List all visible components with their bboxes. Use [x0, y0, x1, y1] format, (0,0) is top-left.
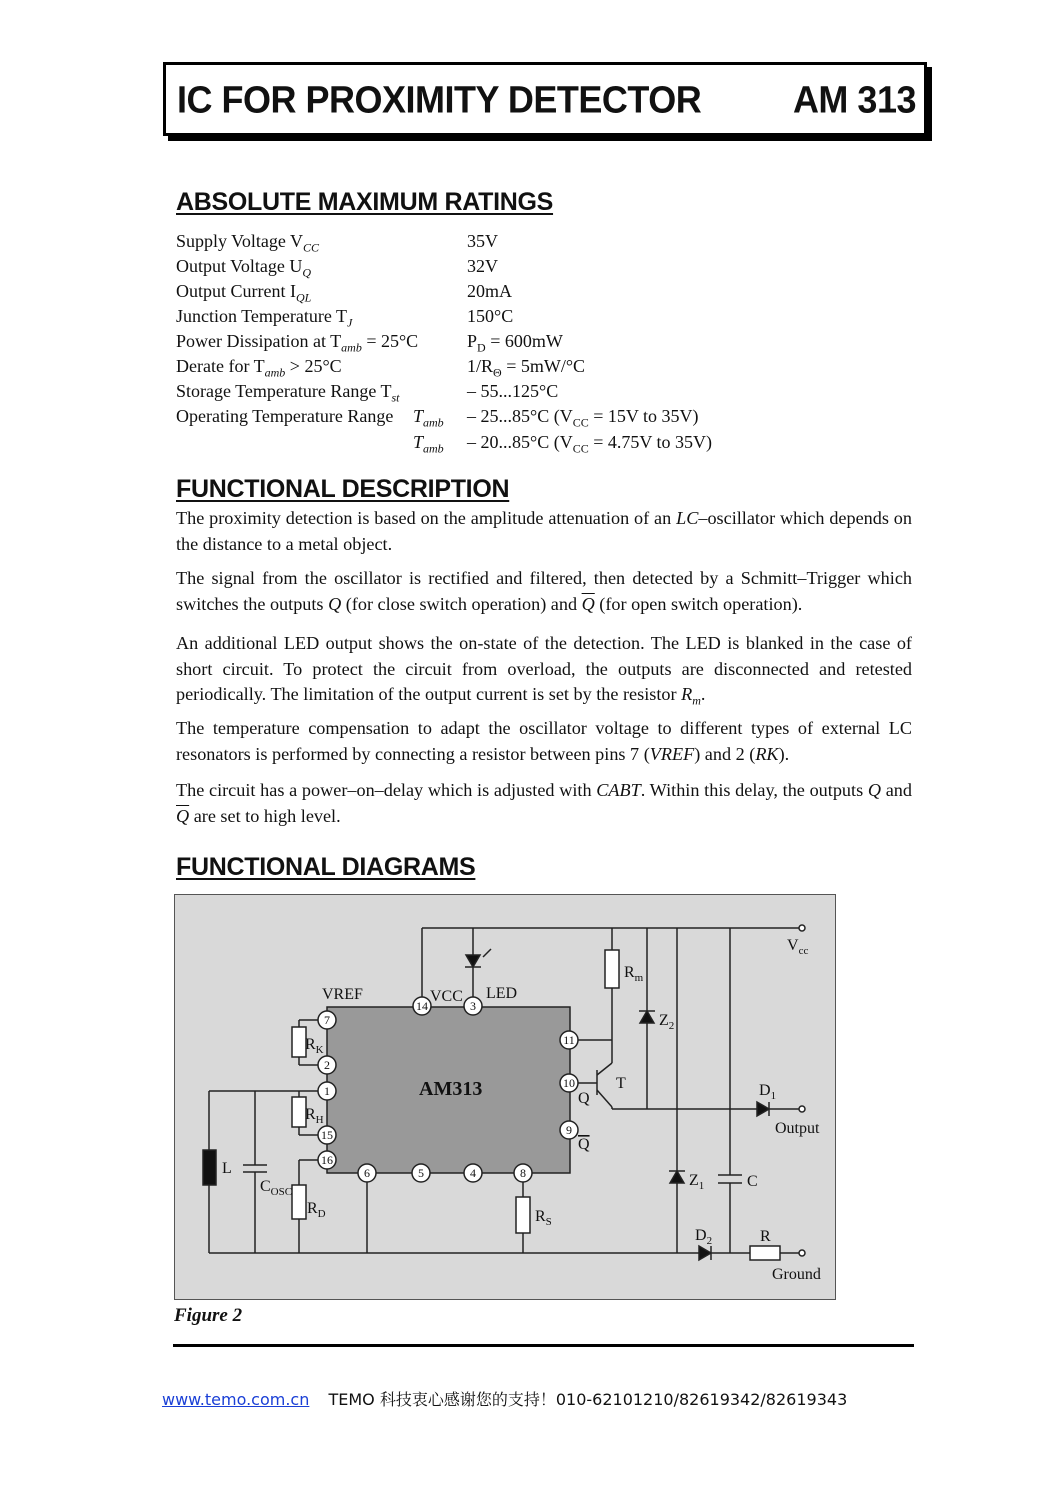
pin-number: 5	[418, 1166, 424, 1180]
rating-row	[176, 331, 736, 355]
paragraph-5: The circuit has a power–on–delay which is adjusted with CABT. Within this delay, the outputs Q and $\overline{Q}$ are set to high level.	[176, 780, 912, 826]
ratings-heading: ABSOLUTE MAXIMUM RATINGS	[176, 188, 554, 216]
rating-label: Supply Voltage $V_{CC}$	[176, 231, 320, 255]
vcc-pin-label: VCC	[430, 988, 463, 1005]
rating-row	[176, 281, 736, 305]
rating-label: Derate for $T_{amb} > 25^\circ C$	[176, 356, 342, 380]
part-number: AM 313	[792, 77, 916, 121]
rating-value: $1/R_\Theta = 5mW/^\circ C$	[467, 356, 586, 380]
pin-number: 11	[563, 1033, 575, 1047]
z1-diode	[670, 1171, 684, 1183]
d1-diode	[757, 1102, 769, 1116]
q-label: Q	[578, 1090, 590, 1107]
rating-label: Output Current $I_{QL}$	[176, 281, 312, 305]
output-label: Output	[775, 1120, 820, 1137]
z2-diode	[640, 1011, 654, 1023]
footer-rule	[173, 1344, 914, 1347]
transistor-label: T	[616, 1075, 626, 1092]
rating-label: Junction Temperature $T_J$	[176, 306, 353, 330]
led-icon	[466, 955, 480, 967]
website-link[interactable]: www.temo.com.cn	[162, 1390, 310, 1409]
pin-number: 15	[321, 1128, 333, 1142]
rating-value: 35V	[467, 231, 498, 251]
svg-text:Z1: $Z_1$	[689, 1172, 705, 1192]
rating-value: 20mA	[467, 281, 512, 301]
rating-value: 32V	[467, 256, 498, 276]
ground-terminal	[799, 1250, 805, 1256]
pin-number: 3	[470, 999, 476, 1013]
pin-number: 6	[364, 1166, 370, 1180]
rating-value: $P_D = 600mW$	[467, 331, 563, 355]
rh-resistor	[292, 1097, 306, 1127]
functional-heading: FUNCTIONAL DESCRIPTION	[176, 475, 510, 503]
ground-label: Ground	[772, 1266, 821, 1283]
svg-text:RK: $R_K$	[305, 1036, 324, 1056]
c-label: C	[747, 1173, 758, 1190]
svg-text:D1: $D_1$	[759, 1082, 777, 1102]
pin-number: 14	[416, 999, 428, 1013]
rd-resistor	[292, 1185, 306, 1219]
rating-row	[176, 432, 736, 456]
vcc-terminal	[799, 925, 805, 931]
paragraph-4: The temperature compensation to adapt the oscillator voltage to different types of external LC resonators is performed by connecting a resistor between pins 7 (VREF) and 2 (RK).	[176, 718, 912, 764]
rating-row	[176, 406, 736, 430]
led-label: LED	[486, 985, 518, 1002]
rating-label: Storage Temperature Range $T_{st}$	[176, 381, 400, 405]
rating-row	[176, 231, 736, 255]
rating-value: – 20...85°C ($V_{CC} = 4.75V$ to 35V)	[467, 432, 713, 456]
footer-text: TEMO 科技衷心感谢您的支持！010-62101210/82619342/82619343	[328, 1390, 848, 1409]
rating-row	[176, 306, 736, 330]
rating-value: – 25...85°C ($V_{CC} = 15V$ to 35V)	[467, 406, 699, 430]
pin-number: 9	[566, 1123, 572, 1137]
vcc-label: $V_{cc}$	[787, 937, 809, 957]
pin-number: 4	[470, 1166, 476, 1180]
pin-number: 1	[324, 1084, 330, 1098]
rating-row	[176, 356, 736, 380]
footer	[162, 1387, 847, 1410]
rating-row	[176, 256, 736, 280]
svg-text:L: L	[222, 1160, 232, 1177]
figure-caption: Figure 2	[174, 1305, 243, 1326]
vref-label: VREF	[322, 986, 363, 1003]
paragraph-3: An additional LED output shows the on-state of the detection. The LED is blanked in the case of short circuit. To protect the circuit from overload, the outputs are disconnected and retested periodically. The limitation of the output current is set by the resistor $R_m$.	[176, 633, 912, 708]
output-terminal	[799, 1106, 805, 1112]
d2-diode	[699, 1246, 711, 1260]
rs-resistor	[516, 1197, 530, 1233]
qbar-label: Q	[578, 1136, 590, 1153]
pin-number: 8	[520, 1166, 526, 1180]
svg-text:RH: $R_H$	[305, 1106, 324, 1126]
pin-number: 10	[563, 1076, 575, 1090]
inductor-l	[203, 1150, 216, 1185]
svg-text:D2: $D_2$	[695, 1227, 713, 1247]
rating-value: – 55...125°C	[467, 381, 559, 401]
diagrams-heading: FUNCTIONAL DIAGRAMS	[176, 853, 476, 881]
rating-label: Operating Temperature Range	[176, 406, 394, 426]
rating-label: Power Dissipation at $T_{amb} = 25^\circ C$	[176, 331, 419, 355]
page-title: IC FOR PROXIMITY DETECTOR	[177, 77, 702, 121]
rating-value: 150°C	[467, 306, 514, 326]
svg-text:COSC: $C_{OSC}$	[260, 1178, 293, 1198]
pin-number: 7	[324, 1013, 330, 1027]
rating-symbol: $T_{amb}$	[413, 432, 444, 456]
circuit-diagram	[174, 894, 836, 1300]
rk-resistor	[292, 1027, 306, 1057]
svg-text:RS: $R_S$	[535, 1208, 552, 1228]
rating-label: Output Voltage $U_Q$	[176, 256, 312, 280]
rm-resistor	[605, 950, 619, 988]
paragraph-2: The signal from the oscillator is rectified and filtered, then detected by a Schmitt–Trigger which switches the outputs Q (for close switch operation) and $\overline{Q}$ (for open switch operation).	[176, 568, 912, 614]
paragraph-1: The proximity detection is based on the amplitude attenuation of an LC–oscillator which depends on the distance to a metal object.	[176, 508, 912, 554]
pin-number: 2	[324, 1058, 330, 1072]
rm-label: $R_m$	[624, 964, 644, 984]
r-resistor	[750, 1246, 780, 1260]
chip-label: AM313	[419, 1078, 483, 1100]
rating-symbol: $T_{amb}$	[413, 406, 444, 430]
svg-text:R: R	[760, 1228, 771, 1245]
title-box	[163, 62, 927, 136]
svg-text:RD: $R_D$	[307, 1200, 326, 1220]
rating-row	[176, 381, 736, 405]
svg-text:Z2: $Z_2$	[659, 1012, 675, 1032]
pin-number: 16	[321, 1153, 333, 1167]
